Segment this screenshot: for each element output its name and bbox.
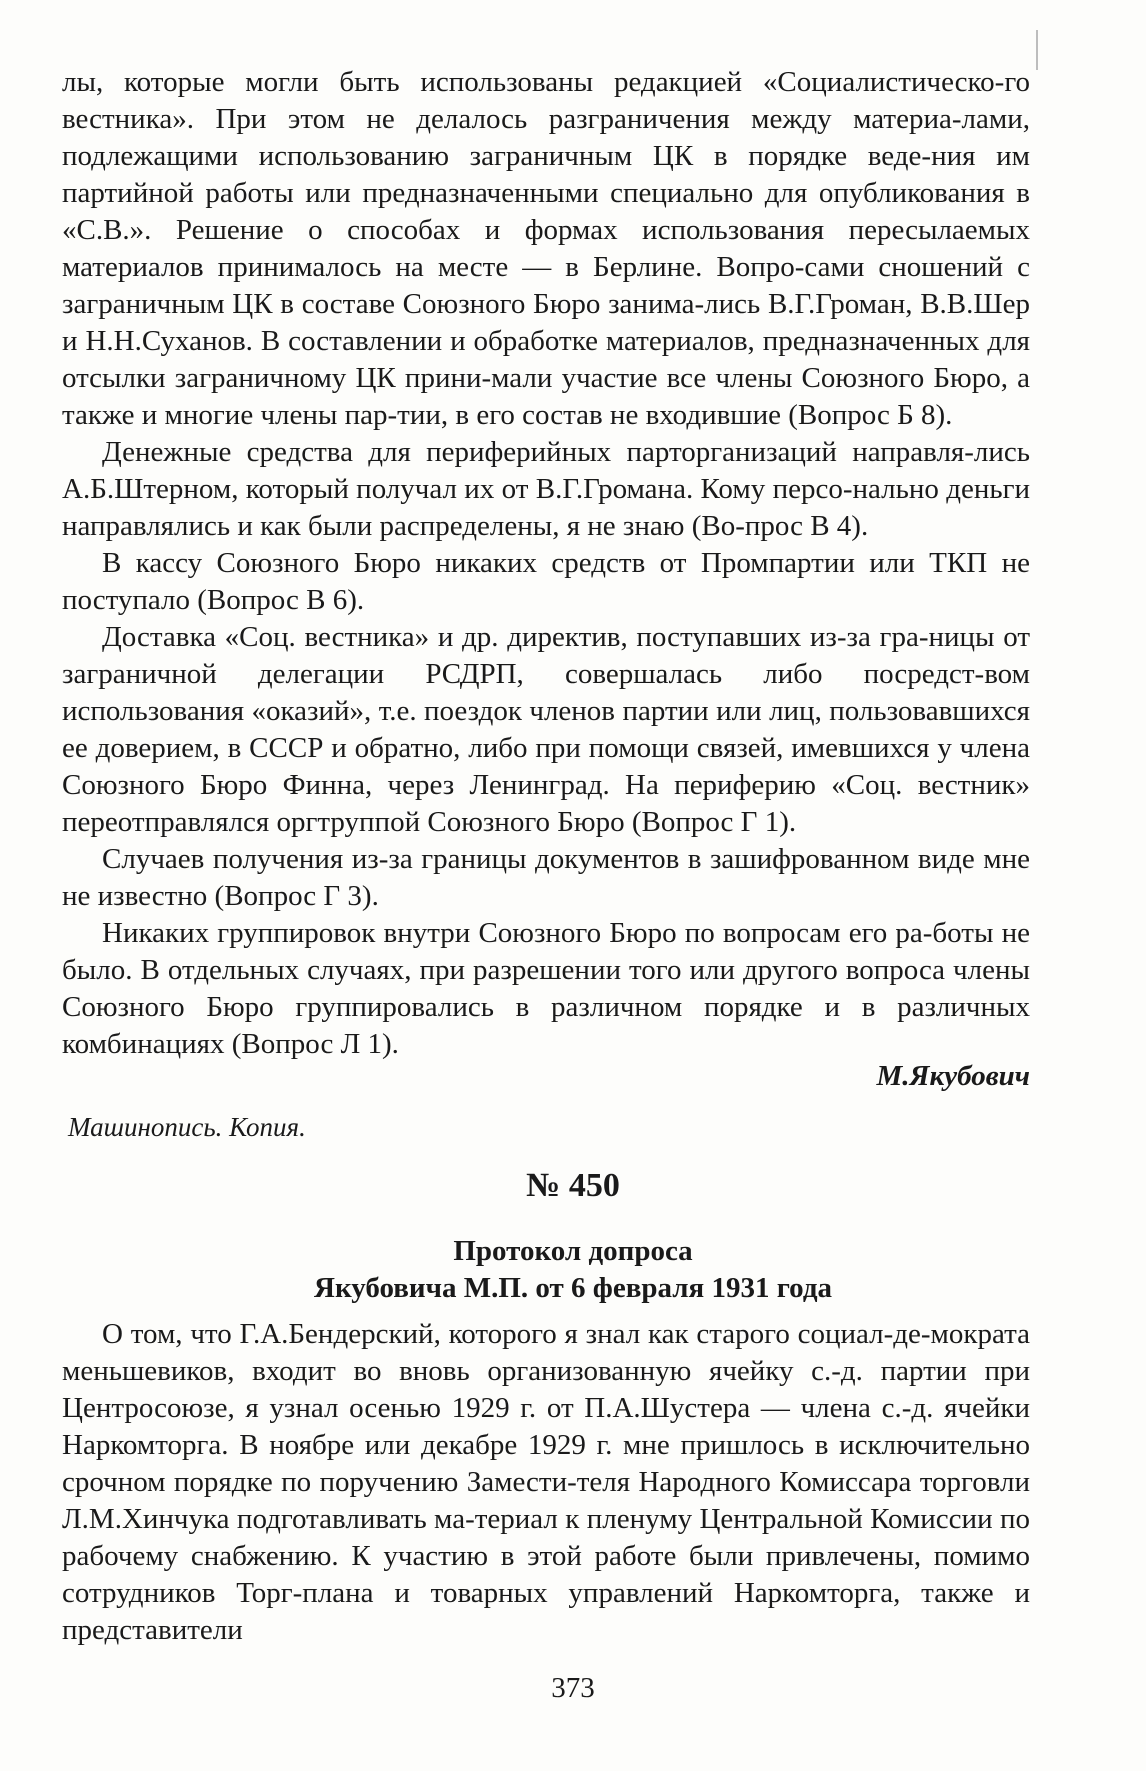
document-title-line-1: Протокол допроса — [453, 1235, 693, 1267]
testimony-text-top — [62, 64, 1030, 1063]
document-title-line-2: Якубовича М.П. от 6 февраля 1931 года — [314, 1272, 832, 1304]
paragraph-5: Случаев получения из-за границы документов в зашифрованном виде мне не известно (Вопрос Г 3). — [62, 843, 1030, 912]
testimony-text-bottom — [62, 1316, 1030, 1649]
document-title — [0, 1233, 1146, 1307]
signature: М.Якубович — [876, 1060, 1030, 1092]
source-note: Машинопись. Копия. — [68, 1112, 306, 1142]
page-number: 373 — [551, 1672, 595, 1704]
margin-mark — [1036, 30, 1038, 70]
document-number: № 450 — [526, 1167, 620, 1204]
paragraph-2: Денежные средства для периферийных парторганизаций направля-лись А.Б.Штерном, который получал их от В.Г.Громана. Кому персо-нально деньги направлялись и как были распределены, я не знаю (Во-прос В 4). — [62, 436, 1030, 542]
paragraph-7: О том, что Г.А.Бендерский, которого я знал как старого социал-де-мократа меньшевиков, входит во вновь организованную ячейку с.-д. партии при Центросоюзе, я узнал осенью 1929 г. от П.А.Шустера — члена с.-д. ячейки Наркомторга. В ноябре или декабре 1929 г. мне пришлось в исключительно срочном порядке по поручению Замести-теля Народного Комиссара торговли Л.М.Хинчука подготавливать ма-териал к пленуму Центральной Комиссии по рабочему снабжению. К участию в этой работе были привлечены, помимо сотрудников Торг-плана и товарных управлений Наркомторга, также и представители — [62, 1318, 1030, 1646]
paragraph-3: В кассу Союзного Бюро никаких средств от Промпартии или ТКП не поступало (Вопрос В 6). — [62, 547, 1030, 616]
paragraph-4: Доставка «Соц. вестника» и др. директив, поступавших из-за гра-ницы от заграничной делегации РСДРП, совершалась либо посредст-вом использования «оказий», т.е. поездок членов партии или лиц, пользовавшихся ее доверием, в СССР и обратно, либо при помощи связей, имевшихся у члена Союзного Бюро Финна, через Ленинград. На периферию «Соц. вестник» переотправлялся оргтруппой Союзного Бюро (Вопрос Г 1). — [62, 621, 1030, 838]
paragraph-6: Никаких группировок внутри Союзного Бюро по вопросам его ра-боты не было. В отдельных случаях, при разрешении того или другого вопроса члены Союзного Бюро группировались в различном порядке и в различных комбинациях (Вопрос Л 1). — [62, 917, 1030, 1060]
paragraph-1: лы, которые могли быть использованы редакцией «Социалистическо-го вестника». При этом не делалось разграничения между материа-лами, подлежащими использованию заграничным ЦК в порядке веде-ния им партийной работы или предназначенными специально для опубликования в «С.В.». Решение о способах и формах использования пересылаемых материалов принималось на месте — в Берлине. Вопро-сами сношений с заграничным ЦК в составе Союзного Бюро занима-лись В.Г.Громан, В.В.Шер и Н.Н.Суханов. В составлении и обработке материалов, предназначенных для отсылки заграничному ЦК прини-мали участие все члены Союзного Бюро, а также и многие члены пар-тии, в его состав не входившие (Вопрос Б 8). — [62, 66, 1030, 431]
